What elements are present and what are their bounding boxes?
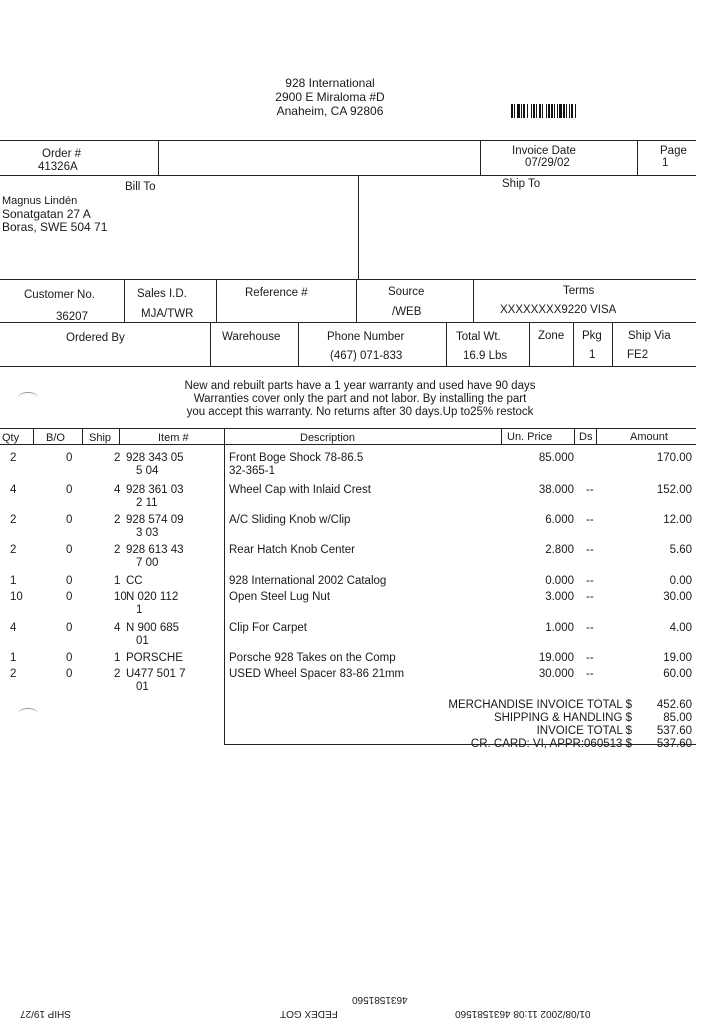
table-row bbox=[0, 591, 723, 623]
cell-item: 928 343 05 bbox=[126, 452, 184, 464]
cell-bo: 0 bbox=[66, 668, 73, 680]
terms-label: Terms bbox=[563, 285, 595, 297]
cell-qty: 2 bbox=[10, 452, 17, 464]
total-label: INVOICE TOTAL $ bbox=[536, 725, 632, 737]
cell-qty: 4 bbox=[10, 484, 17, 496]
order-number: 41326A bbox=[38, 161, 78, 173]
cell-item2: 2 11 bbox=[136, 497, 158, 509]
barcode-bar bbox=[559, 104, 562, 118]
cell-qty: 4 bbox=[10, 622, 17, 634]
invoice-date: 07/29/02 bbox=[525, 157, 570, 169]
cell-amount: 0.00 bbox=[669, 575, 692, 587]
col-qty: Qty bbox=[2, 432, 20, 444]
col-ship: Ship bbox=[89, 432, 112, 444]
pkg-value: 1 bbox=[589, 349, 596, 361]
cell-bo: 0 bbox=[66, 452, 73, 464]
cell-item2: 01 bbox=[136, 635, 149, 647]
cell-qty: 1 bbox=[10, 652, 17, 664]
cell-item: PORSCHE bbox=[126, 652, 183, 664]
phone-value: (467) 071-833 bbox=[330, 350, 403, 362]
barcode-bar bbox=[554, 104, 555, 118]
total-value: 452.60 bbox=[656, 699, 692, 711]
cell-desc: 928 International 2002 Catalog bbox=[229, 575, 387, 587]
barcode-bar bbox=[575, 104, 576, 118]
sales-id-label: Sales I.D. bbox=[137, 288, 187, 300]
barcode-bar bbox=[569, 104, 570, 118]
fax-center-number: 4631581560 bbox=[352, 994, 408, 1005]
barcode-bar bbox=[548, 104, 550, 118]
cell-desc: Porsche 928 Takes on the Comp bbox=[229, 652, 396, 664]
warranty-notice bbox=[140, 380, 580, 419]
table-row bbox=[0, 544, 723, 576]
ship-via-label: Ship Via bbox=[628, 330, 671, 342]
zone-label: Zone bbox=[538, 330, 565, 342]
cell-item2: 01 bbox=[136, 681, 149, 693]
cell-ship: 2 bbox=[114, 514, 121, 526]
cell-ds: -- bbox=[586, 575, 594, 587]
barcode-bar bbox=[563, 104, 565, 118]
total-label: MERCHANDISE INVOICE TOTAL $ bbox=[448, 699, 632, 711]
cell-ship: 4 bbox=[114, 484, 121, 496]
warranty-line-3: you accept this warranty. No returns after 30 days.Up to25% restock bbox=[186, 406, 534, 418]
cell-bo: 0 bbox=[66, 622, 73, 634]
source-value: /WEB bbox=[392, 306, 422, 318]
source-label: Source bbox=[388, 286, 425, 298]
total-label: SHIPPING & HANDLING $ bbox=[493, 712, 632, 724]
company-name: 928 International bbox=[285, 76, 375, 90]
barcode-bar bbox=[511, 104, 513, 118]
cell-price: 30.000 bbox=[538, 668, 574, 680]
cell-amount: 152.00 bbox=[656, 484, 692, 496]
cell-desc: Front Boge Shock 78-86.5 bbox=[229, 452, 364, 464]
cell-desc: Clip For Carpet bbox=[229, 622, 307, 634]
total-weight-value: 16.9 Lbs bbox=[463, 350, 508, 362]
total-label: CR. CARD: VI, APPR:060513 $ bbox=[470, 738, 632, 750]
cell-item: U477 501 7 bbox=[126, 668, 186, 680]
cell-item: 928 361 03 bbox=[126, 484, 184, 496]
col-ds: Ds bbox=[579, 431, 593, 443]
barcode-bar bbox=[536, 104, 537, 118]
cell-amount: 12.00 bbox=[663, 514, 692, 526]
table-row bbox=[0, 668, 723, 700]
company-address-2: Anaheim, CA 92806 bbox=[276, 104, 384, 118]
table-row bbox=[0, 452, 723, 484]
total-value: 85.00 bbox=[663, 712, 692, 724]
reference-label: Reference # bbox=[245, 287, 308, 299]
table-row bbox=[0, 622, 723, 654]
barcode-bar bbox=[514, 104, 515, 118]
barcode-bar bbox=[557, 104, 558, 118]
col-item: Item # bbox=[158, 432, 189, 444]
sales-id: MJA/TWR bbox=[141, 308, 194, 320]
table-row bbox=[0, 484, 723, 516]
pkg-label: Pkg bbox=[582, 330, 602, 342]
cell-ds: -- bbox=[586, 514, 594, 526]
cell-desc2: 32-365-1 bbox=[229, 465, 276, 477]
barcode-bar bbox=[546, 104, 547, 118]
barcode-bar bbox=[542, 104, 543, 118]
cell-bo: 0 bbox=[66, 652, 73, 664]
bill-to-city: Boras, SWE 504 71 bbox=[2, 220, 108, 234]
barcode-bar bbox=[523, 104, 525, 118]
cell-price: 2.800 bbox=[545, 544, 574, 556]
cell-item2: 1 bbox=[136, 604, 143, 616]
cell-price: 85.000 bbox=[538, 452, 574, 464]
fax-footer-left: 01/08/2002 11:08 4631581560 bbox=[455, 1008, 591, 1019]
table-row bbox=[0, 514, 723, 546]
cell-qty: 1 bbox=[10, 575, 17, 587]
cell-amount: 30.00 bbox=[663, 591, 692, 603]
cell-amount: 170.00 bbox=[656, 452, 692, 464]
cell-qty: 10 bbox=[10, 591, 23, 603]
cell-ds: -- bbox=[586, 652, 594, 664]
cell-item: 928 574 09 bbox=[126, 514, 184, 526]
company-header bbox=[230, 76, 430, 118]
cell-ship: 10 bbox=[114, 591, 127, 603]
cell-ds: -- bbox=[586, 668, 594, 680]
cell-amount: 4.00 bbox=[669, 622, 692, 634]
barcode-bar bbox=[539, 104, 541, 118]
cell-bo: 0 bbox=[66, 514, 73, 526]
cell-price: 6.000 bbox=[545, 514, 574, 526]
cell-item: 928 613 43 bbox=[126, 544, 184, 556]
cell-price: 0.000 bbox=[545, 575, 574, 587]
barcode bbox=[511, 104, 611, 118]
cell-desc: USED Wheel Spacer 83-86 21mm bbox=[229, 668, 405, 680]
col-unit-price: Un. Price bbox=[507, 431, 553, 443]
barcode-bar bbox=[551, 104, 553, 118]
barcode-bar bbox=[527, 104, 528, 118]
ship-to-label: Ship To bbox=[502, 178, 541, 190]
invoice-date-label: Invoice Date bbox=[512, 145, 576, 157]
ordered-by-label: Ordered By bbox=[66, 332, 125, 344]
fax-footer-right: SHIP 19/27 bbox=[20, 1008, 71, 1019]
hole-punch-mark bbox=[18, 708, 38, 719]
col-description: Description bbox=[300, 432, 356, 444]
cell-amount: 19.00 bbox=[663, 652, 692, 664]
cell-item: N 020 112 bbox=[126, 591, 179, 603]
customer-no: 36207 bbox=[56, 311, 88, 323]
cell-desc: Rear Hatch Knob Center bbox=[229, 544, 355, 556]
cell-desc: A/C Sliding Knob w/Clip bbox=[229, 514, 351, 526]
col-amount: Amount bbox=[630, 431, 668, 443]
fax-footer-middle: FEDEX GOT bbox=[280, 1008, 338, 1019]
barcode-bar bbox=[521, 104, 522, 118]
total-value: 537.60 bbox=[656, 725, 692, 737]
phone-label: Phone Number bbox=[327, 331, 405, 343]
page-number: 1 bbox=[662, 157, 669, 169]
cell-ship: 4 bbox=[114, 622, 121, 634]
total-weight-label: Total Wt. bbox=[456, 331, 501, 343]
bill-to-street: Sonatgatan 27 A bbox=[2, 207, 91, 221]
terms-value: XXXXXXXX9220 VISA bbox=[500, 304, 617, 316]
cell-ds: -- bbox=[586, 591, 594, 603]
barcode-bar bbox=[533, 104, 535, 118]
cell-ship: 2 bbox=[114, 668, 121, 680]
hole-punch-mark bbox=[18, 392, 38, 403]
barcode-bar bbox=[517, 104, 520, 118]
warranty-line-1: New and rebuilt parts have a 1 year warranty and used have 90 days bbox=[184, 380, 536, 392]
cell-bo: 0 bbox=[66, 575, 73, 587]
cell-bo: 0 bbox=[66, 544, 73, 556]
cell-price: 1.000 bbox=[545, 622, 574, 634]
order-label: Order # bbox=[42, 148, 81, 160]
cell-item2: 7 00 bbox=[136, 557, 159, 569]
barcode-bar bbox=[566, 104, 567, 118]
warehouse-label: Warehouse bbox=[222, 331, 281, 343]
customer-no-label: Customer No. bbox=[24, 289, 95, 301]
ship-via-value: FE2 bbox=[627, 349, 649, 361]
barcode-bar bbox=[571, 104, 573, 118]
cell-qty: 2 bbox=[10, 544, 17, 556]
cell-ds: -- bbox=[586, 484, 594, 496]
cell-ship: 2 bbox=[114, 452, 121, 464]
cell-desc: Wheel Cap with Inlaid Crest bbox=[229, 484, 371, 496]
bill-to-name: Magnus Lindén bbox=[2, 195, 78, 207]
cell-item: CC bbox=[126, 575, 143, 587]
cell-ship: 2 bbox=[114, 544, 121, 556]
cell-desc: Open Steel Lug Nut bbox=[229, 591, 331, 603]
bill-to-address bbox=[2, 195, 107, 234]
cell-amount: 60.00 bbox=[663, 668, 692, 680]
cell-qty: 2 bbox=[10, 514, 17, 526]
cell-bo: 0 bbox=[66, 484, 73, 496]
warranty-line-2: Warranties cover only the part and not labor. By installing the part bbox=[193, 393, 527, 405]
cell-item2: 3 03 bbox=[136, 527, 159, 539]
cell-price: 3.000 bbox=[545, 591, 574, 603]
cell-price: 38.000 bbox=[538, 484, 574, 496]
total-value: 537.60 bbox=[656, 738, 692, 750]
col-bo: B/O bbox=[46, 432, 65, 444]
cell-ds: -- bbox=[586, 544, 594, 556]
cell-price: 19.000 bbox=[538, 652, 574, 664]
barcode-bar bbox=[531, 104, 532, 118]
cell-item2: 5 04 bbox=[136, 465, 159, 477]
cell-ship: 1 bbox=[114, 652, 121, 664]
cell-bo: 0 bbox=[66, 591, 73, 603]
page-label: Page bbox=[660, 145, 687, 157]
cell-ship: 1 bbox=[114, 575, 121, 587]
company-address-1: 2900 E Miraloma #D bbox=[275, 90, 385, 104]
cell-amount: 5.60 bbox=[669, 544, 692, 556]
bill-to-label: Bill To bbox=[125, 181, 156, 193]
cell-item: N 900 685 bbox=[126, 622, 180, 634]
cell-qty: 2 bbox=[10, 668, 17, 680]
cell-ds: -- bbox=[586, 622, 594, 634]
